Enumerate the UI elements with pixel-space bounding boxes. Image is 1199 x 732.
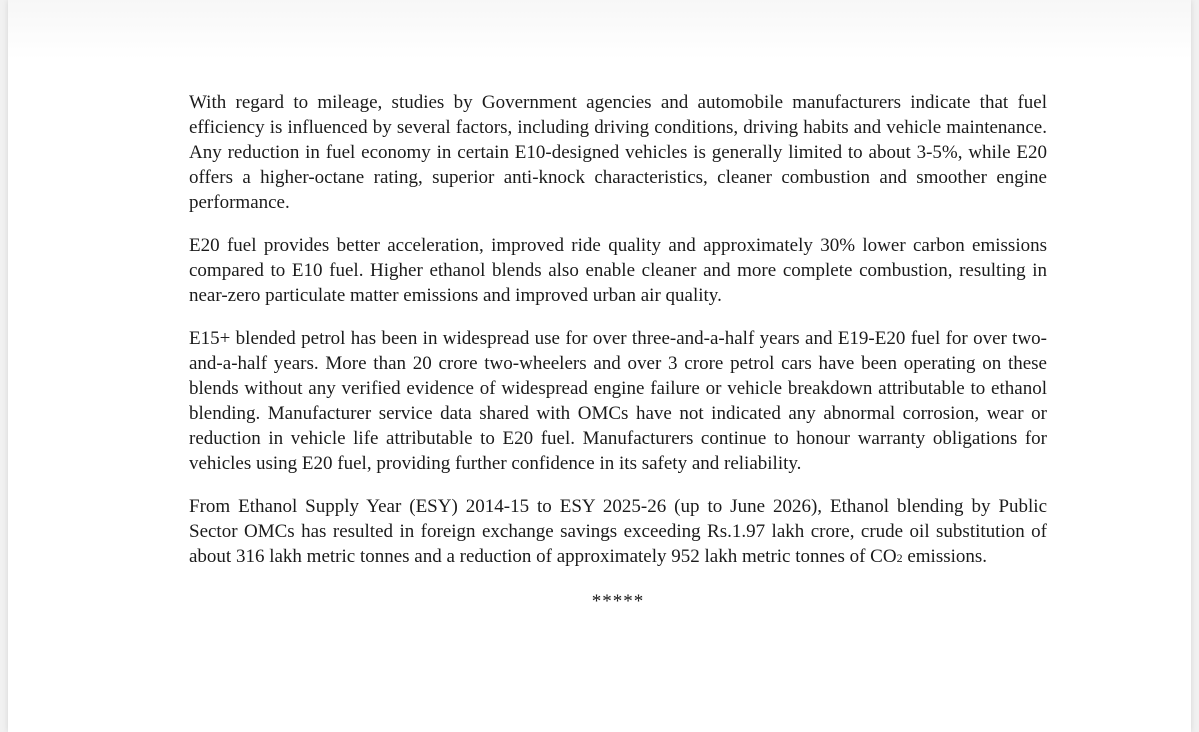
paragraph-esy-tail: emissions.: [902, 546, 988, 567]
co2-subscript: 2: [896, 551, 903, 565]
paragraph-e15-usage: E15+ blended petrol has been in widespread use for over three-and-a-half years and E19-E20 fuel for over two-and-a-half years. More than 20 crore two-wheelers and over 3 crore petrol cars have been operating on these blends without any verified evidence of widespread engine failure or vehicle breakdown attributable to ethanol blending. Manufacturer service data shared with OMCs have not indicated any abnormal corrosion, wear or reduction in vehicle life attributable to E20 fuel. Manufacturers continue to honour warranty obligations for vehicles using E20 fuel, providing further confidence in its safety and reliability.: [189, 328, 1047, 474]
document-page: [8, 0, 1191, 732]
paragraph-esy-text: From Ethanol Supply Year (ESY) 2014-15 to ESY 2025-26 (up to June 2026), Ethanol blending by Public Sector OMCs has resulted in foreign exchange savings exceeding Rs.1.97 lakh crore, crude oil substitution of about 316 lakh metric tonnes and a reduction of approximately 952 lakh metric tonnes of CO: [189, 496, 1047, 567]
page-top-shade: [8, 0, 1191, 60]
end-of-document-marker: *****: [591, 591, 645, 612]
document-body: [189, 90, 1047, 614]
paragraph-mileage: With regard to mileage, studies by Government agencies and automobile manufacturers indicate that fuel efficiency is influenced by several factors, including driving conditions, driving habits and vehicle maintenance. Any reduction in fuel economy in certain E10-designed vehicles is generally limited to about 3-5%, while E20 offers a higher-octane rating, superior anti-knock characteristics, cleaner combustion and smoother engine performance.: [189, 92, 1047, 213]
paragraph-esy-savings: [189, 494, 1047, 571]
paragraph-e20-benefits: E20 fuel provides better acceleration, improved ride quality and approximately 30% lower carbon emissions compared to E10 fuel. Higher ethanol blends also enable cleaner and more complete combustion, resulting in near-zero particulate matter emissions and improved urban air quality.: [189, 235, 1047, 306]
